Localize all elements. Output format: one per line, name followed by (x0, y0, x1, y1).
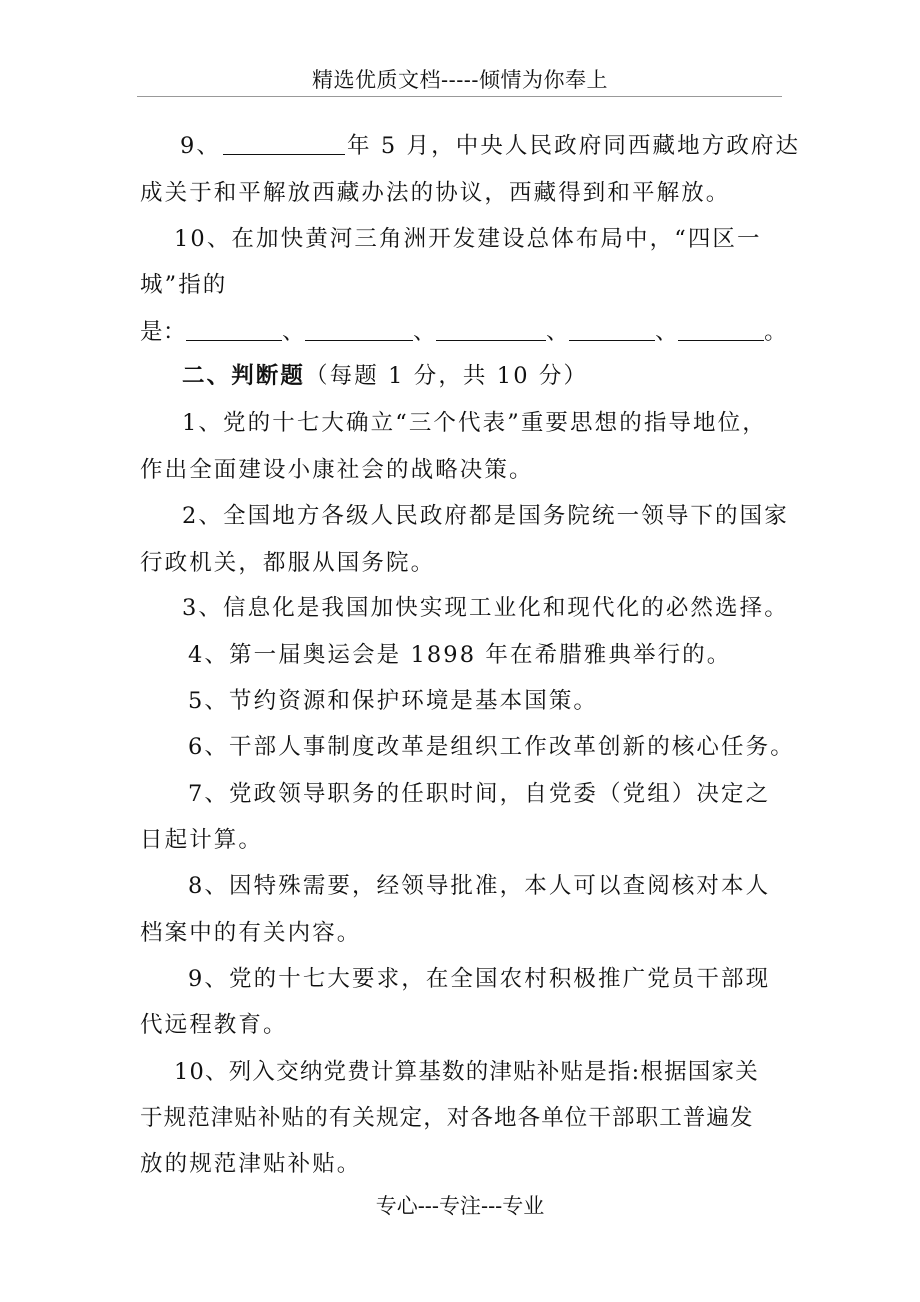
fill-question-9-line2: 成关于和平解放西藏办法的协议，西藏得到和平解放。 (140, 180, 731, 206)
fill-question-10-line1: 10、在加快黄河三角洲开发建设总体布局中，“四区一 (174, 226, 762, 252)
header-divider (137, 96, 782, 97)
judgment-2-line2: 行政机关，都服从国务院。 (140, 550, 436, 576)
judgment-10-line3: 放的规范津贴补贴。 (140, 1151, 362, 1177)
judgment-3-line1: 3、信息化是我国加快实现工业化和现代化的必然选择。 (182, 595, 789, 621)
judgment-10-line2: 于规范津贴补贴的有关规定，对各地各单位干部职工普遍发 (140, 1105, 754, 1131)
section-heading (182, 358, 588, 390)
section-note: （每题 1 分，共 10 分） (305, 363, 589, 389)
answer-blank[interactable] (223, 132, 345, 155)
judgment-9-line2: 代远程教育。 (140, 1012, 288, 1038)
page-footer: 专心---专注---专业 (375, 1194, 545, 1218)
judgment-4-line1: 4、第一届奥运会是 1898 年在希腊雅典举行的。 (188, 642, 732, 668)
question-text: 年 5 月，中央人民政府同西藏地方政府达 (347, 133, 801, 159)
judgment-10-line1: 10、列入交纳党费计算基数的津贴补贴是指:根据国家关 (174, 1059, 759, 1085)
judgment-5-line1: 5、节约资源和保护环境是基本国策。 (188, 688, 599, 714)
judgment-7-line2: 日起计算。 (140, 827, 264, 853)
separator: 、 (655, 319, 679, 345)
judgment-8-line1: 8、因特殊需要，经领导批准，本人可以查阅核对本人 (188, 873, 771, 899)
separator: 、 (546, 319, 570, 345)
judgment-1-line1: 1、党的十七大确立“三个代表”重要思想的指导地位， (182, 410, 767, 436)
judgment-1-line2: 作出全面建设小康社会的战略决策。 (140, 457, 534, 483)
answer-blank-1[interactable] (186, 318, 282, 341)
section-title: 二、判断题 (182, 363, 306, 389)
separator: 、 (413, 319, 437, 345)
terminator: 。 (764, 319, 788, 345)
judgment-2-line1: 2、全国地方各级人民政府都是国务院统一领导下的国家 (182, 503, 789, 529)
judgment-6-line1: 6、干部人事制度改革是组织工作改革创新的核心任务。 (188, 734, 795, 760)
fill-question-10-line2: 城”指的 (140, 272, 228, 298)
answer-blank-5[interactable] (678, 318, 764, 341)
judgment-9-line1: 9、党的十七大要求，在全国农村积极推广党员干部现 (188, 966, 771, 992)
fill-question-9-line1 (180, 128, 800, 160)
separator: 、 (282, 319, 306, 345)
judgment-8-line2: 档案中的有关内容。 (140, 920, 362, 946)
answer-blank-4[interactable] (569, 318, 655, 341)
judgment-7-line1: 7、党政领导职务的任职时间，自党委（党组）决定之 (188, 781, 771, 807)
question-number: 9、 (180, 133, 222, 159)
page-header: 精选优质文档-----倾情为你奉上 (312, 68, 608, 92)
question-text: 是： (140, 319, 187, 345)
answer-blank-2[interactable] (305, 318, 413, 341)
fill-question-10-line3 (140, 314, 787, 346)
answer-blank-3[interactable] (436, 318, 546, 341)
